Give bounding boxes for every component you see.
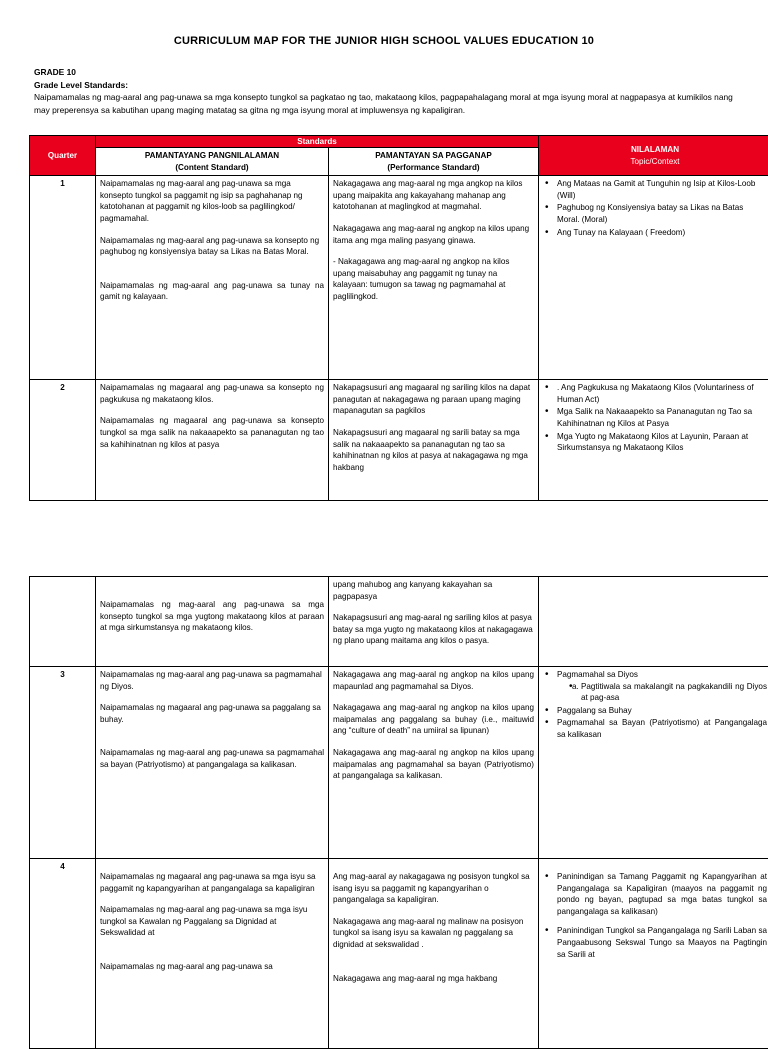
content-item: Naipamamalas ng mag-aaral ang pag-unawa sa pagmamahal ng Diyos. — [100, 669, 324, 692]
quarter-cell-empty — [30, 577, 96, 667]
grade-level-section — [34, 66, 744, 116]
content-item: Naipamamalas ng mag-aaral ang pag-unawa sa tunay na gamit ng kalayaan. — [100, 280, 324, 303]
topic-cell — [539, 859, 768, 1049]
performance-standard-sub: (Performance Standard) — [333, 162, 534, 174]
topic-item: • . Ang Pagkukusa ng Makataong Kilos (Voluntariness of Human Act) — [557, 382, 767, 405]
content-item: Naipamamalas ng mag-aaral ang pag-unawa sa mga konsepto tungkol sa paggamit ng isip sa paghahanap ng katotohanan at paggamit ng kilos-loob sa paglilingkod/ pagmamahal. — [100, 178, 324, 224]
topic-item: • Ang Mataas na Gamit at Tunguhin ng Isip at Kilos-Loob (Will) — [557, 178, 767, 201]
performance-item: Nakagagawa ang mag-aaral ng angkop na kilos upang mapaunlad ang pagmamahal sa Diyos. — [333, 669, 534, 692]
content-item: Naipamamalas ng mag-aaral ang pag-unawa sa mga isyu tungkol sa Kawalan ng Paggalang sa Dignidad at Sekswalidad at — [100, 904, 324, 939]
topic-cell-empty — [539, 577, 768, 667]
content-standard-title: PAMANTAYANG PANGNILALAMAN — [100, 150, 324, 162]
topic-sublist — [557, 681, 767, 704]
content-item: Naipamamalas ng magaaral ang pag-unawa sa mga isyu sa paggamit ng kapangyarihan at pangangalaga sa kapaligiran — [100, 871, 324, 894]
topic-list — [543, 178, 767, 238]
quarter-4-cell: 4 — [30, 859, 96, 1049]
content-item: Naipamamalas ng mag-aaral ang pag-unawa sa — [100, 961, 324, 973]
content-item: Naipamamalas ng magaaral ang pag-unawa sa paggalang sa buhay. — [100, 702, 324, 725]
performance-item: Nakagagawa ang mag-aaral ng mga angkop na kilos upang maipakita ang kakayahang mahanap ang katotohanan at maglingkod at magmahal. — [333, 178, 534, 213]
quarter-1-cell: 1 — [30, 176, 96, 380]
performance-item: upang mahubog ang kanyang kakayahan sa pagpapasya — [333, 579, 534, 602]
topic-item: • Paninindigan sa Tamang Paggamit ng Kapangyarihan at Pangangalaga sa Kapaligiran (maayos na paggamit ng pondo ng bayan, pagtupad sa mga batas tungkol sa pangangalaga sa kalikasan) — [557, 871, 767, 917]
performance-standard-title: PAMANTAYAN SA PAGGANAP — [333, 150, 534, 162]
topic-cell — [539, 380, 768, 501]
table-row — [30, 380, 768, 501]
quarter-2-cell: 2 — [30, 380, 96, 501]
performance-standard-header — [329, 148, 539, 176]
topic-item: • Pagmamahal sa Bayan (Patriyotismo) at Pangangalaga sa kalikasan — [557, 717, 767, 740]
content-standard-cell — [96, 667, 329, 859]
performance-item: - Nakagagawa ang mag-aaral ng angkop na kilos upang maisabuhay ang paggamit ng tunay na kalayaan: tumugon sa tawag ng pagmamahal at paglilingkod. — [333, 256, 534, 302]
topic-item: • Mga Yugto ng Makataong Kilos at Layunin, Paraan at Sirkumstansya ng Makataong Kilos — [557, 431, 767, 454]
performance-standard-cell — [329, 667, 539, 859]
performance-item: Nakagagawa ang mag-aaral ng angkop na kilos upang maipamalas ang paggalang sa buhay (i.e., maituwid ang “culture of death” na umiiral sa lipunan) — [333, 702, 534, 737]
performance-item: Ang mag-aaral ay nakagagawa ng posisyon tungkol sa isang isyu sa paggamit ng kapangyarihan o pangangalaga sa kapaligiran. — [333, 871, 534, 906]
performance-item: Nakapagsusuri ang magaaral ng sariling kilos na dapat panagutan at nakagagawa ng paraan upang maging mapanagutan sa pagkilos — [333, 382, 534, 417]
content-standard-cell — [96, 176, 329, 380]
topic-subitem: • a. Pagtitiwala sa makalangit na pagkakandili ng Diyos at pag-asa — [581, 681, 767, 704]
performance-item: Nakagagawa ang mag-aaral ng malinaw na posisyon tungkol sa isang isyu sa kawalan ng paggalang sa dignidad at sekswalidad . — [333, 916, 534, 951]
topic-item: • Ang Tunay na Kalayaan ( Freedom) — [557, 227, 767, 239]
performance-standard-cell — [329, 176, 539, 380]
topic-item — [557, 669, 767, 704]
content-item: Naipamamalas ng magaaral ang pag-unawa sa konsepto ng pagkukusa ng makataong kilos. — [100, 382, 324, 405]
grade-level-standards-label: Grade Level Standards: — [34, 79, 744, 92]
content-item: Naipamamalas ng mag-aaral ang pag-unawa sa konsepto ng paghubog ng konsiyensiya batay sa Likas na Batas Moral. — [100, 235, 324, 258]
content-item: Naipamamalas ng mag-aaral ang pag-unawa sa mga konsepto tungkol sa mga yugtong makataong kilos at paraan at mga sirkumstansya ng makataong kilos. — [100, 599, 324, 634]
quarter-header: Quarter — [30, 136, 96, 176]
table-row — [30, 577, 768, 667]
performance-standard-cell — [329, 380, 539, 501]
topic-main: Pagmamahal sa Diyos — [557, 670, 638, 679]
topic-item: • Paggalang sa Buhay — [557, 705, 767, 717]
content-standard-cell — [96, 859, 329, 1049]
grade-label: GRADE 10 — [34, 66, 744, 79]
performance-item: Nakapagsusuri ang magaaral ng sarili batay sa mga salik na nakaaapekto sa pananagutan ng tao sa kahihinatnan ng kilos at pasya at nakagagawa ng mga hakbang — [333, 427, 534, 473]
curriculum-table — [29, 135, 768, 501]
table-row — [30, 859, 768, 1049]
grade-level-standards-text: Naipamamalas ng mag-aaral ang pag-unawa sa mga konsepto tungkol sa pagkatao ng tao, makataong kilos, pagpapahalagang moral at mga isyung moral at nagpapasya at kumikilos nang may preperensya sa kabutihan upang maging matatag sa gitna ng mga isyung moral at impluwensya ng kapaligiran. — [34, 91, 746, 116]
content-item: Naipamamalas ng magaaral ang pag-unawa sa konsepto tungkol sa mga salik na nakaaapekto sa pananagutan ng tao sa kahihinatnan ng kilos at pasya — [100, 415, 324, 450]
performance-item: Nakagagawa ang mag-aaral ng angkop na kilos upang itama ang mga maling pasyang ginawa. — [333, 223, 534, 246]
nilalaman-header — [539, 136, 768, 176]
topic-item: • Paghubog ng Konsiyensiya batay sa Likas na Batas Moral. (Moral) — [557, 202, 767, 225]
performance-item: Nakagagawa ang mag-aaral ng angkop na kilos upang maipamalas ang pagmamahal sa bayan (Patriyotismo) at pangangalaga sa kalikasan. — [333, 747, 534, 782]
content-standard-cell — [96, 577, 329, 667]
table-row — [30, 176, 768, 380]
content-item: Naipamamalas ng mag-aaral ang pag-unawa sa pagmamahal sa bayan (Patriyotismo) at pangangalaga sa kalikasan. — [100, 747, 324, 770]
topic-list — [543, 871, 767, 960]
topic-item: • Paninindigan Tungkol sa Pangangalaga ng Sarili Laban sa Pangaabusong Sekswal Tungo sa Maayos na Pagtingin sa Sarili at — [557, 925, 767, 960]
performance-item: Nakagagawa ang mag-aaral ng mga hakbang — [333, 973, 534, 985]
quarter-3-cell: 3 — [30, 667, 96, 859]
document-title: CURRICULUM MAP FOR THE JUNIOR HIGH SCHOOL VALUES EDUCATION 10 — [0, 35, 768, 47]
standards-header: Standards — [96, 136, 539, 148]
topic-context-label: Topic/Context — [543, 156, 767, 168]
topic-list — [543, 669, 767, 741]
curriculum-table-continued — [29, 576, 768, 1049]
topic-item: • Mga Salik na Nakaaapekto sa Pananagutan ng Tao sa Kahihinatnan ng Kilos at Pasya — [557, 406, 767, 429]
topic-cell — [539, 667, 768, 859]
performance-standard-cell — [329, 577, 539, 667]
content-standard-cell — [96, 380, 329, 501]
table-row — [30, 667, 768, 859]
performance-standard-cell — [329, 859, 539, 1049]
content-standard-sub: (Content Standard) — [100, 162, 324, 174]
performance-item: Nakapagsusuri ang mag-aaral ng sariling kilos at pasya batay sa mga yugto ng makataong kilos at nakagagawa ng plano upang maitama ang kilos o pasya. — [333, 612, 534, 647]
topic-cell — [539, 176, 768, 380]
content-standard-header — [96, 148, 329, 176]
nilalaman-title: NILALAMAN — [543, 144, 767, 156]
topic-list — [543, 382, 767, 454]
